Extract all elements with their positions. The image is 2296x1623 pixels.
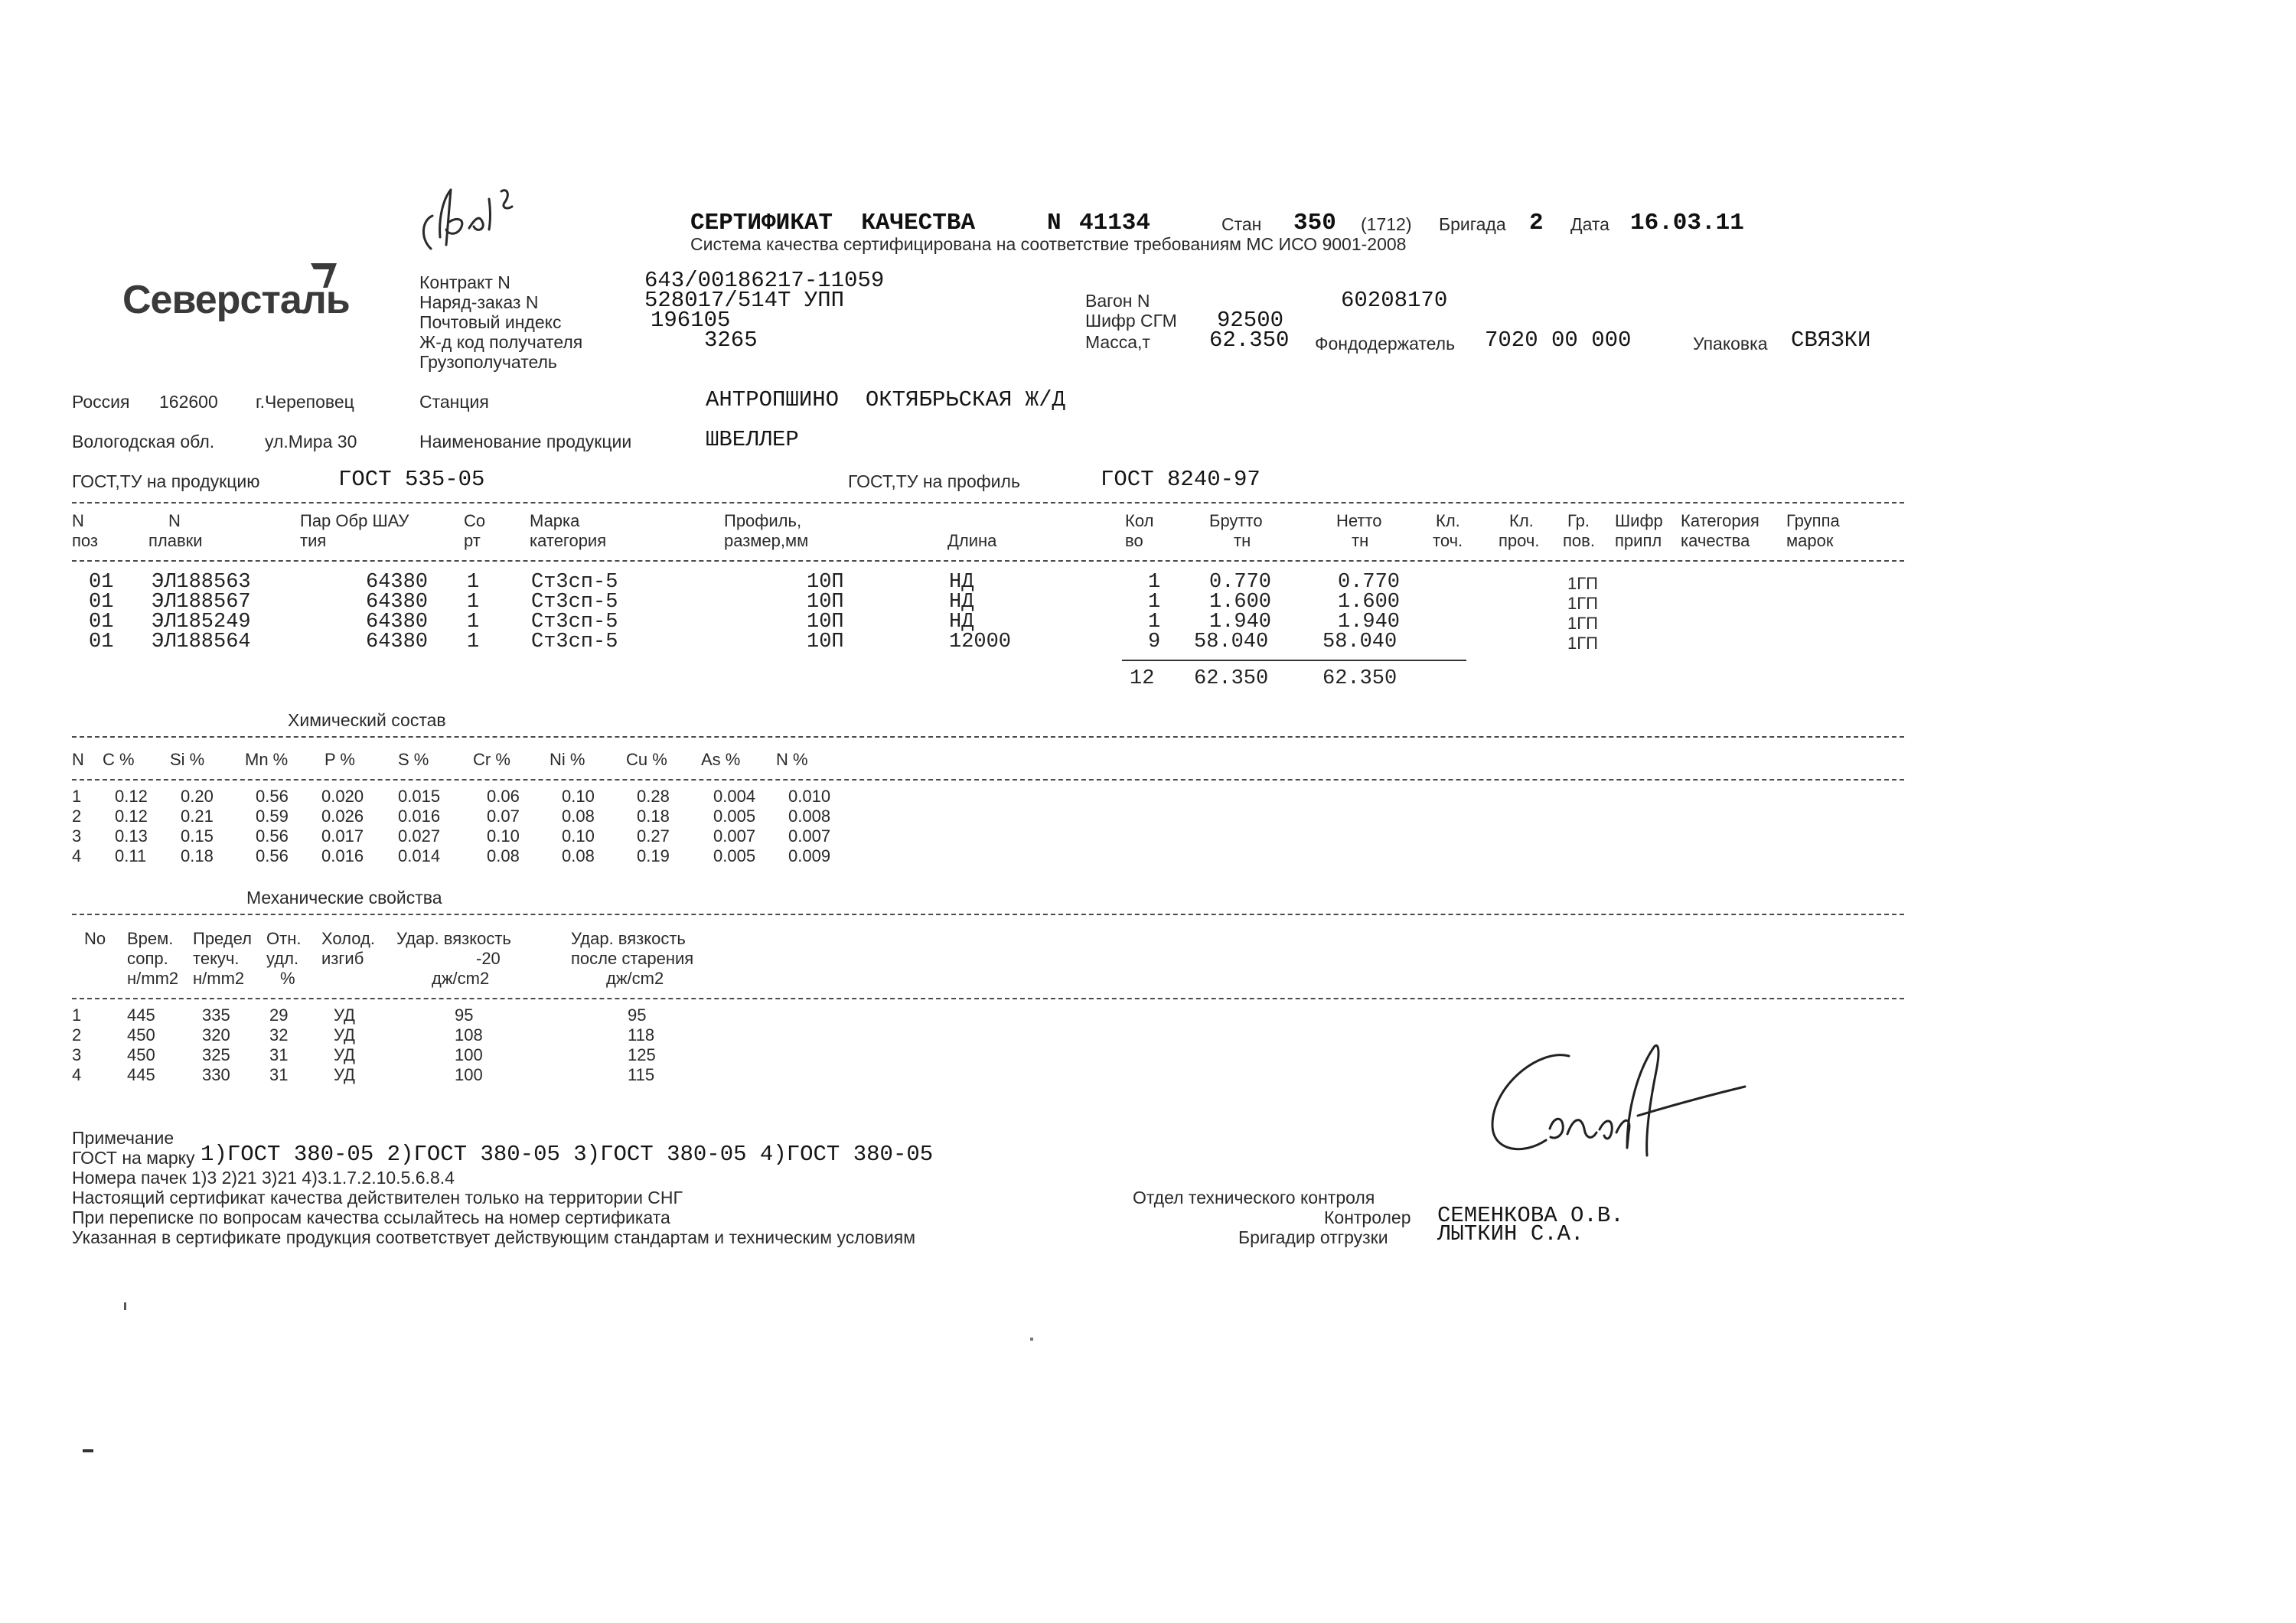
stan-code: (1712) — [1361, 214, 1412, 234]
certificate-date: 16.03.11 — [1630, 210, 1744, 236]
certificate-title: СЕРТИФИКАТ КАЧЕСТВА — [690, 210, 976, 236]
quality-system-text: Система качества сертифицирована на соответствие требованиям МС ИСО 9001-2008 — [690, 234, 1407, 254]
product-label: Наименование продукции — [419, 432, 632, 451]
mass-label: Масса,т — [1085, 332, 1150, 352]
foreman-name: ЛЫТКИН С.А. — [1437, 1221, 1584, 1247]
main-table-header-rule — [72, 560, 1904, 562]
note-line-3: Указанная в сертификате продукция соответствует действующим стандартам и техническим условиям — [72, 1227, 916, 1247]
chemical-cell: 0.007 — [713, 826, 756, 846]
postal-label: Почтовый индекс — [419, 312, 562, 332]
chemical-cell: 0.28 — [637, 787, 670, 806]
gost-product: ГОСТ 535-05 — [338, 467, 485, 492]
pack-numbers: Номера пачек 1)3 2)21 3)21 4)3.1.7.2.10.5.6.8.4 — [72, 1168, 455, 1188]
chemical-cell: 0.07 — [487, 807, 520, 826]
mechanical-cell: 95 — [455, 1005, 474, 1025]
controller-name: СЕМЕНКОВА О.В. — [1437, 1203, 1624, 1228]
chemical-cell: 4 — [72, 846, 82, 865]
chemical-cell: 1 — [72, 787, 82, 806]
mechanical-cell: 450 — [127, 1045, 155, 1064]
mechanical-cell: 100 — [455, 1045, 483, 1064]
chemical-cell: 0.56 — [256, 787, 289, 806]
chemical-cell: 0.18 — [181, 846, 214, 865]
order-number: 528017/514Т УПП — [644, 288, 845, 313]
note-line-2: При переписке по вопросам качества ссылайтесь на номер сертификата — [72, 1207, 670, 1227]
contract-label: Контракт N — [419, 272, 510, 292]
handwritten-signature — [1477, 1025, 1753, 1178]
mechanical-cell: 115 — [628, 1065, 655, 1084]
date-label: Дата — [1570, 214, 1609, 234]
total-qty: 12 — [1130, 667, 1155, 690]
chemical-cell: 0.015 — [398, 787, 441, 806]
mass-value: 62.350 — [1209, 328, 1290, 353]
mechanical-cell: 108 — [455, 1025, 483, 1045]
chemical-cell: 0.18 — [637, 807, 670, 826]
chemical-cell: 2 — [72, 807, 82, 826]
foreman-label: Бригадир отгрузки — [1238, 1227, 1388, 1247]
chemical-cell: 0.017 — [321, 826, 364, 846]
chemical-cell: 0.027 — [398, 826, 441, 846]
chemical-cell: 0.009 — [788, 846, 831, 865]
gost-profile-label: ГОСТ,ТУ на профиль — [848, 471, 1020, 491]
mechanical-cell: 32 — [269, 1025, 289, 1045]
chemical-cell: 0.08 — [562, 807, 595, 826]
wagon-number: 60208170 — [1341, 288, 1448, 313]
chemical-cell: 0.014 — [398, 846, 441, 865]
country: Россия — [72, 392, 130, 412]
chemical-cell: 0.004 — [713, 787, 756, 806]
chemical-cell: 0.06 — [487, 787, 520, 806]
chemical-cell: 0.10 — [562, 826, 595, 846]
mechanical-cell: 335 — [202, 1005, 230, 1025]
handwritten-mark — [409, 176, 524, 260]
chemical-cell: 0.27 — [637, 826, 670, 846]
chemical-cell: 0.016 — [321, 846, 364, 865]
scan-speck — [83, 1449, 93, 1452]
mechanical-title: Механические свойства — [246, 888, 442, 908]
product-name: ШВЕЛЛЕР — [706, 427, 799, 452]
certificate-page: СЕРТИФИКАТ КАЧЕСТВА N 41134 Стан 350 (1712) Бригада 2 Дата 16.03.11 Система качества сертифицирована на соответствие требованиям МС ИСО 9001-2008 Северсталь Контракт N 643/00186217-11059 Наряд-заказ N 528017/514Т УПП Почтовый индекс 196105 Ж-д код получателя 3265 Грузополучатель Вагон N 60208170 Шифр СГМ 92500 Масса,т 62.350 Фондодержатель 7020 00 000 Упаковка СВЯЗКИ Россия 162600 г.Череповец Станция АНТРОПШИНО ОКТЯБРЬСКАЯ Ж/Д Вологодская обл. ул.Мира 30 Наименование продукции ШВЕЛЛЕР ГОСТ,ТУ на продукцию ГОСТ 535-05 ГОСТ,ТУ на профиль ГОСТ 8240-97 N поз N плавки Пар Обр ШАУ тия Со рт Марка категория Профиль, размер,мм Длина Кол во Брутто тн Нетто тн Кл. точ. Кл. проч. Гр. пов. Шифр припл Категория качества Группа марок 01 ЭЛ188563 64380 1 Ст3сп-5 10П НД 1 0.770 0.770 1ГП 01 ЭЛ188567 64380 1 Ст3сп-5 10П НД 1 1.600 1.600 1ГП 01 ЭЛ185249 64380 1 Ст3сп-5 10П НД 1 1.940 1.940 1ГП 01 ЭЛ188564 64380 1 Ст3сп-5 10П 12000 9 58.040 58.040 1ГП 12 62.350 62.350 Химический состав N С % Si % Mn % P % S % Cr % Ni % Cu % As % N % 1 0.12 0.20 0.56 0.020 0.015 0.06 0.10 0.28 0.004 0.010 2 0.12 0.21 0.59 0.026 0.016 0.07 0.08 0.18 0.005 0.008 3 0.13 0.15 0.56 0.017 0.027 0.10 0.10 0.27 0.007 0.007 4 0.11 0.18 0.56 0.016 0.014 0.08 0.08 0.19 0.005 0.009 Механические свойства No Врем. сопр. н/mm2 Предел текуч. н/mm2 Отн. удл. % Холод. изгиб Удар. вязкость -20 дж/cm2 Удар. вязкость после старения дж/cm2 1 445 335 29 УД 95 95 2 450 320 32 УД 108 118 3 450 325 31 УД 100 125 4 445 330 31 УД 100 115 Примечание ГОСТ на марку 1)ГОСТ 380-05 2)ГОСТ 380-05 3)ГОСТ 380-05 4)ГОСТ 380-05 Номера пачек 1)3 2)21 3)21 4)3.1.7.2.10.5.6.8.4 Настоящий сертификат качества действителен только на территории СНГ При переписке по вопросам качества ссылайтесь на номер сертификата Указанная в сертификате продукция соответствует действующим стандартам и техническим условиям Отдел технического контроля Контролер СЕМЕНКОВА О.В. Бригадир отгрузки ЛЫТКИН С.А. — [0, 0, 2296, 1623]
mechanical-cell: 1 — [72, 1005, 82, 1025]
certificate-number: 41134 — [1079, 210, 1151, 236]
gost-grade-list: 1)ГОСТ 380-05 2)ГОСТ 380-05 3)ГОСТ 380-05 4)ГОСТ 380-05 — [201, 1142, 934, 1167]
postal-code: 196105 — [651, 308, 731, 333]
fund-holder-label: Фондодержатель — [1315, 334, 1456, 354]
chemical-top-rule — [72, 736, 1904, 738]
mechanical-cell: 320 — [202, 1025, 230, 1045]
mechanical-cell: УД — [334, 1005, 355, 1025]
station-value: АНТРОПШИНО ОКТЯБРЬСКАЯ Ж/Д — [706, 387, 1065, 412]
chemical-title: Химический состав — [288, 710, 446, 730]
sgm-code: 92500 — [1217, 308, 1284, 333]
chemical-cell: 0.020 — [321, 787, 364, 806]
mechanical-cell: 450 — [127, 1025, 155, 1045]
chemical-cell: 0.08 — [487, 846, 520, 865]
severstal-logo: Северсталь — [122, 278, 350, 322]
mechanical-cell: УД — [334, 1065, 355, 1084]
fund-holder-code: 7020 00 000 — [1485, 328, 1632, 353]
mechanical-cell: УД — [334, 1025, 355, 1045]
mechanical-cell: 445 — [127, 1065, 155, 1084]
gost-product-label: ГОСТ,ТУ на продукцию — [72, 471, 260, 491]
number-label: N — [1047, 210, 1062, 236]
chemical-cell: 0.19 — [637, 846, 670, 865]
region: Вологодская обл. — [72, 432, 215, 451]
mechanical-cell: 31 — [269, 1045, 289, 1064]
scan-speck — [1030, 1338, 1033, 1341]
gost-profile: ГОСТ 8240-97 — [1101, 467, 1261, 492]
stan-label: Стан — [1221, 214, 1262, 234]
total-netto: 62.350 — [1322, 667, 1397, 690]
mechanical-cell: 125 — [628, 1045, 656, 1064]
notes-title: Примечание — [72, 1128, 174, 1148]
chemical-cell: 0.008 — [788, 807, 831, 826]
mechanical-cell: УД — [334, 1045, 355, 1064]
mechanical-cell: 3 — [72, 1045, 82, 1064]
sgm-label: Шифр СГМ — [1085, 311, 1177, 331]
consignee-label: Грузополучатель — [419, 352, 557, 372]
rail-code: 3265 — [704, 328, 758, 353]
mechanical-cell: 31 — [269, 1065, 289, 1084]
chemical-cell: 0.13 — [115, 826, 148, 846]
otk-label: Отдел технического контроля — [1133, 1188, 1375, 1207]
chemical-cell: 0.12 — [115, 787, 148, 806]
rail-code-label: Ж-д код получателя — [419, 332, 583, 352]
station-label: Станция — [419, 392, 489, 412]
city: г.Череповец — [256, 392, 354, 412]
chemical-cell: 0.15 — [181, 826, 214, 846]
totals-rule — [1122, 660, 1466, 661]
mechanical-cell: 445 — [127, 1005, 155, 1025]
mechanical-cell: 29 — [269, 1005, 289, 1025]
mechanical-top-rule — [72, 914, 1904, 915]
order-label: Наряд-заказ N — [419, 292, 539, 312]
chemical-cell: 0.12 — [115, 807, 148, 826]
mechanical-cell: 95 — [628, 1005, 647, 1025]
mechanical-cell: 100 — [455, 1065, 483, 1084]
total-brutto: 62.350 — [1194, 667, 1269, 690]
packing-label: Упаковка — [1693, 334, 1768, 354]
main-table-top-rule — [72, 502, 1904, 504]
chemical-cell: 0.005 — [713, 807, 756, 826]
note-line-1: Настоящий сертификат качества действителен только на территории СНГ — [72, 1188, 683, 1207]
chemical-cell: 0.016 — [398, 807, 441, 826]
brigade-label: Бригада — [1439, 214, 1506, 234]
mechanical-cell: 325 — [202, 1045, 230, 1064]
chemical-header-rule — [72, 779, 1904, 781]
mechanical-cell: 4 — [72, 1065, 82, 1084]
chemical-cell: 0.007 — [788, 826, 831, 846]
brigade-value: 2 — [1529, 210, 1544, 236]
mechanical-cell: 118 — [628, 1025, 655, 1045]
gost-grade-label: ГОСТ на марку — [72, 1148, 195, 1168]
zip: 162600 — [159, 392, 218, 412]
severstal-logo-icon — [306, 257, 341, 292]
mechanical-cell: 2 — [72, 1025, 82, 1045]
mechanical-header-rule — [72, 998, 1904, 999]
chemical-cell: 3 — [72, 826, 82, 846]
packing-value: СВЯЗКИ — [1791, 328, 1871, 353]
chemical-cell: 0.56 — [256, 846, 289, 865]
chemical-cell: 0.59 — [256, 807, 289, 826]
chemical-cell: 0.026 — [321, 807, 364, 826]
chemical-cell: 0.10 — [487, 826, 520, 846]
chemical-cell: 0.10 — [562, 787, 595, 806]
stan-value: 350 — [1293, 210, 1336, 236]
chemical-cell: 0.005 — [713, 846, 756, 865]
chemical-cell: 0.21 — [181, 807, 214, 826]
street: ул.Мира 30 — [265, 432, 357, 451]
scan-speck — [124, 1302, 126, 1310]
chemical-cell: 0.20 — [181, 787, 214, 806]
controller-label: Контролер — [1324, 1207, 1411, 1227]
chemical-cell: 0.11 — [115, 846, 147, 865]
chemical-cell: 0.08 — [562, 846, 595, 865]
contract-number: 643/00186217-11059 — [644, 268, 885, 293]
mechanical-cell: 330 — [202, 1065, 230, 1084]
wagon-label: Вагон N — [1085, 291, 1150, 311]
chemical-cell: 0.010 — [788, 787, 831, 806]
chemical-cell: 0.56 — [256, 826, 289, 846]
